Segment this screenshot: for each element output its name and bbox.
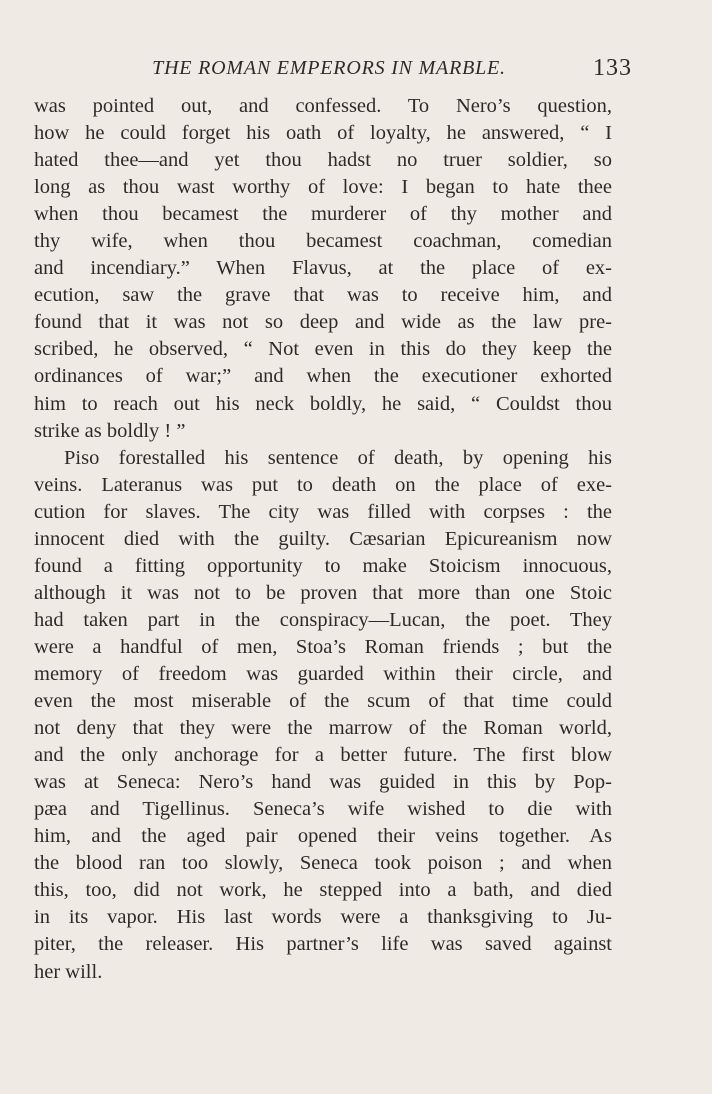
- running-title: THE ROMAN EMPERORS IN MARBLE.: [152, 57, 506, 79]
- body-text: [34, 93, 612, 986]
- text-line: cution for slaves. The city was filled with corpses : the: [34, 500, 612, 523]
- text-line: was at Seneca: Nero’s hand was guided in this by Pop-: [34, 771, 612, 794]
- text-line: piter, the releaser. His partner’s life was saved against: [34, 933, 612, 956]
- text-line: and the only anchorage for a better future. The first blow: [34, 744, 612, 767]
- text-line: ecution, saw the grave that was to receive him, and: [34, 284, 612, 307]
- text-line: innocent died with the guilty. Cæsarian Epicureanism now: [34, 527, 612, 550]
- page-number: 133: [593, 55, 632, 81]
- text-line: ordinances of war;” and when the executioner exhorted: [34, 365, 612, 388]
- paragraph-end-line: her will.: [34, 960, 103, 983]
- text-line: not deny that they were the marrow of the Roman world,: [34, 717, 612, 740]
- text-line: were a handful of men, Stoa’s Roman friends ; but the: [34, 635, 612, 658]
- text-line: memory of freedom was guarded within their circle, and: [34, 662, 612, 685]
- text-line: the blood ran too slowly, Seneca took poison ; and when: [34, 852, 612, 875]
- text-line: hated thee—and yet thou hadst no truer soldier, so: [34, 149, 612, 172]
- text-line: and incendiary.” When Flavus, at the place of ex-: [34, 257, 612, 280]
- running-head: [34, 53, 632, 83]
- text-line: in its vapor. His last words were a thanksgiving to Ju-: [34, 906, 612, 929]
- text-line: this, too, did not work, he stepped into a bath, and died: [34, 879, 612, 902]
- text-line: how he could forget his oath of loyalty, he answered, “ I: [34, 122, 612, 145]
- text-line: veins. Lateranus was put to death on the place of exe-: [34, 473, 612, 496]
- text-line: pæa and Tigellinus. Seneca’s wife wished to die with: [34, 798, 612, 821]
- text-line: had taken part in the conspiracy—Lucan, the poet. They: [34, 608, 612, 631]
- text-line: when thou becamest the murderer of thy mother and: [34, 203, 612, 226]
- text-line: long as thou wast worthy of love: I began to hate thee: [34, 176, 612, 199]
- paragraph-end-line: strike as boldly ! ”: [34, 419, 186, 442]
- text-line: thy wife, when thou becamest coachman, comedian: [34, 230, 612, 253]
- paragraph-first-line: Piso forestalled his sentence of death, by opening his: [64, 446, 612, 469]
- text-line: scribed, he observed, “ Not even in this do they keep the: [34, 338, 612, 361]
- text-line: found a fitting opportunity to make Stoicism innocuous,: [34, 554, 612, 577]
- text-line: although it was not to be proven that more than one Stoic: [34, 581, 612, 604]
- text-line: even the most miserable of the scum of that time could: [34, 690, 612, 713]
- text-line: found that it was not so deep and wide as the law pre-: [34, 311, 612, 334]
- text-line: him, and the aged pair opened their veins together. As: [34, 825, 612, 848]
- text-line: was pointed out, and confessed. To Nero’s question,: [34, 95, 612, 117]
- text-line: him to reach out his neck boldly, he said, “ Couldst thou: [34, 392, 612, 415]
